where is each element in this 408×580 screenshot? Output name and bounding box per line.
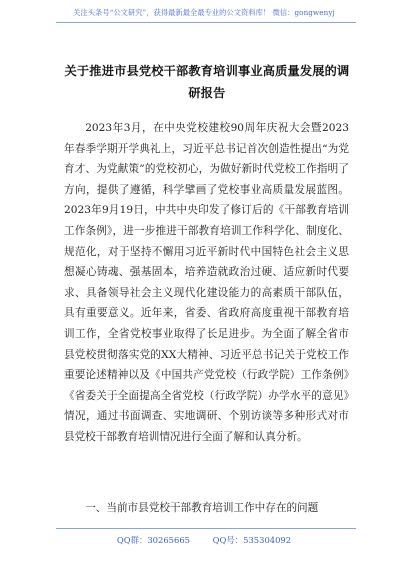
document-body	[64, 118, 349, 448]
header-banner: 关注头条号“公文研究”，获得最新最全最专业的公文资料库！ 微信：gongwenyj	[73, 8, 335, 17]
footer-qq-group: QQ群：30265665	[116, 535, 190, 545]
footer-qq-number: QQ号：535304092	[212, 535, 292, 545]
body-paragraph: 2023年3月，在中央党校建校90周年庆祝大会暨2023年春季学期开学典礼上，习近平总书记首次创造性提出“为党育才、为党献策”的党校初心，为做好新时代党校工作指明了方向，提供了遵循，科学擘画了党校事业高质量发展蓝图。2023年9月19日，中共中央印发了修订后的《干部教育培训工作条例》，进一步推进干部教育培训工作科学化、制度化、规范化，对于坚持不懈用习近平新时代中国特色社会主义思想凝心铸魂、强基固本，培养造就政治过硬、适应新时代要求、具备领导社会主义现代化建设能力的高素质干部队伍，具有重要意义。近年来，省委、省政府高度重视干部教育培训工作，全省党校事业取得了长足进步。为全面了解全省市县党校贯彻落实党的XX大精神、习近平总书记关于党校工作重要论述精神以及《中国共产党党校（行政学院）工作条例》《省委关于全面提高全省党校（行政学院）办学水平的意见》情况，通过书面调查、实地调研、个别访谈等多种形式对市县党校干部教育培训情况进行全面了解和认真分析。	[64, 122, 349, 443]
footer-divider	[56, 528, 356, 529]
section-heading: 一、当前市县党校干部教育培训工作中存在的问题	[85, 502, 319, 514]
header-divider	[56, 22, 356, 23]
document-title: 关于推进市县党校干部教育培训事业高质量发展的调研报告	[64, 64, 350, 100]
footer	[0, 534, 408, 546]
